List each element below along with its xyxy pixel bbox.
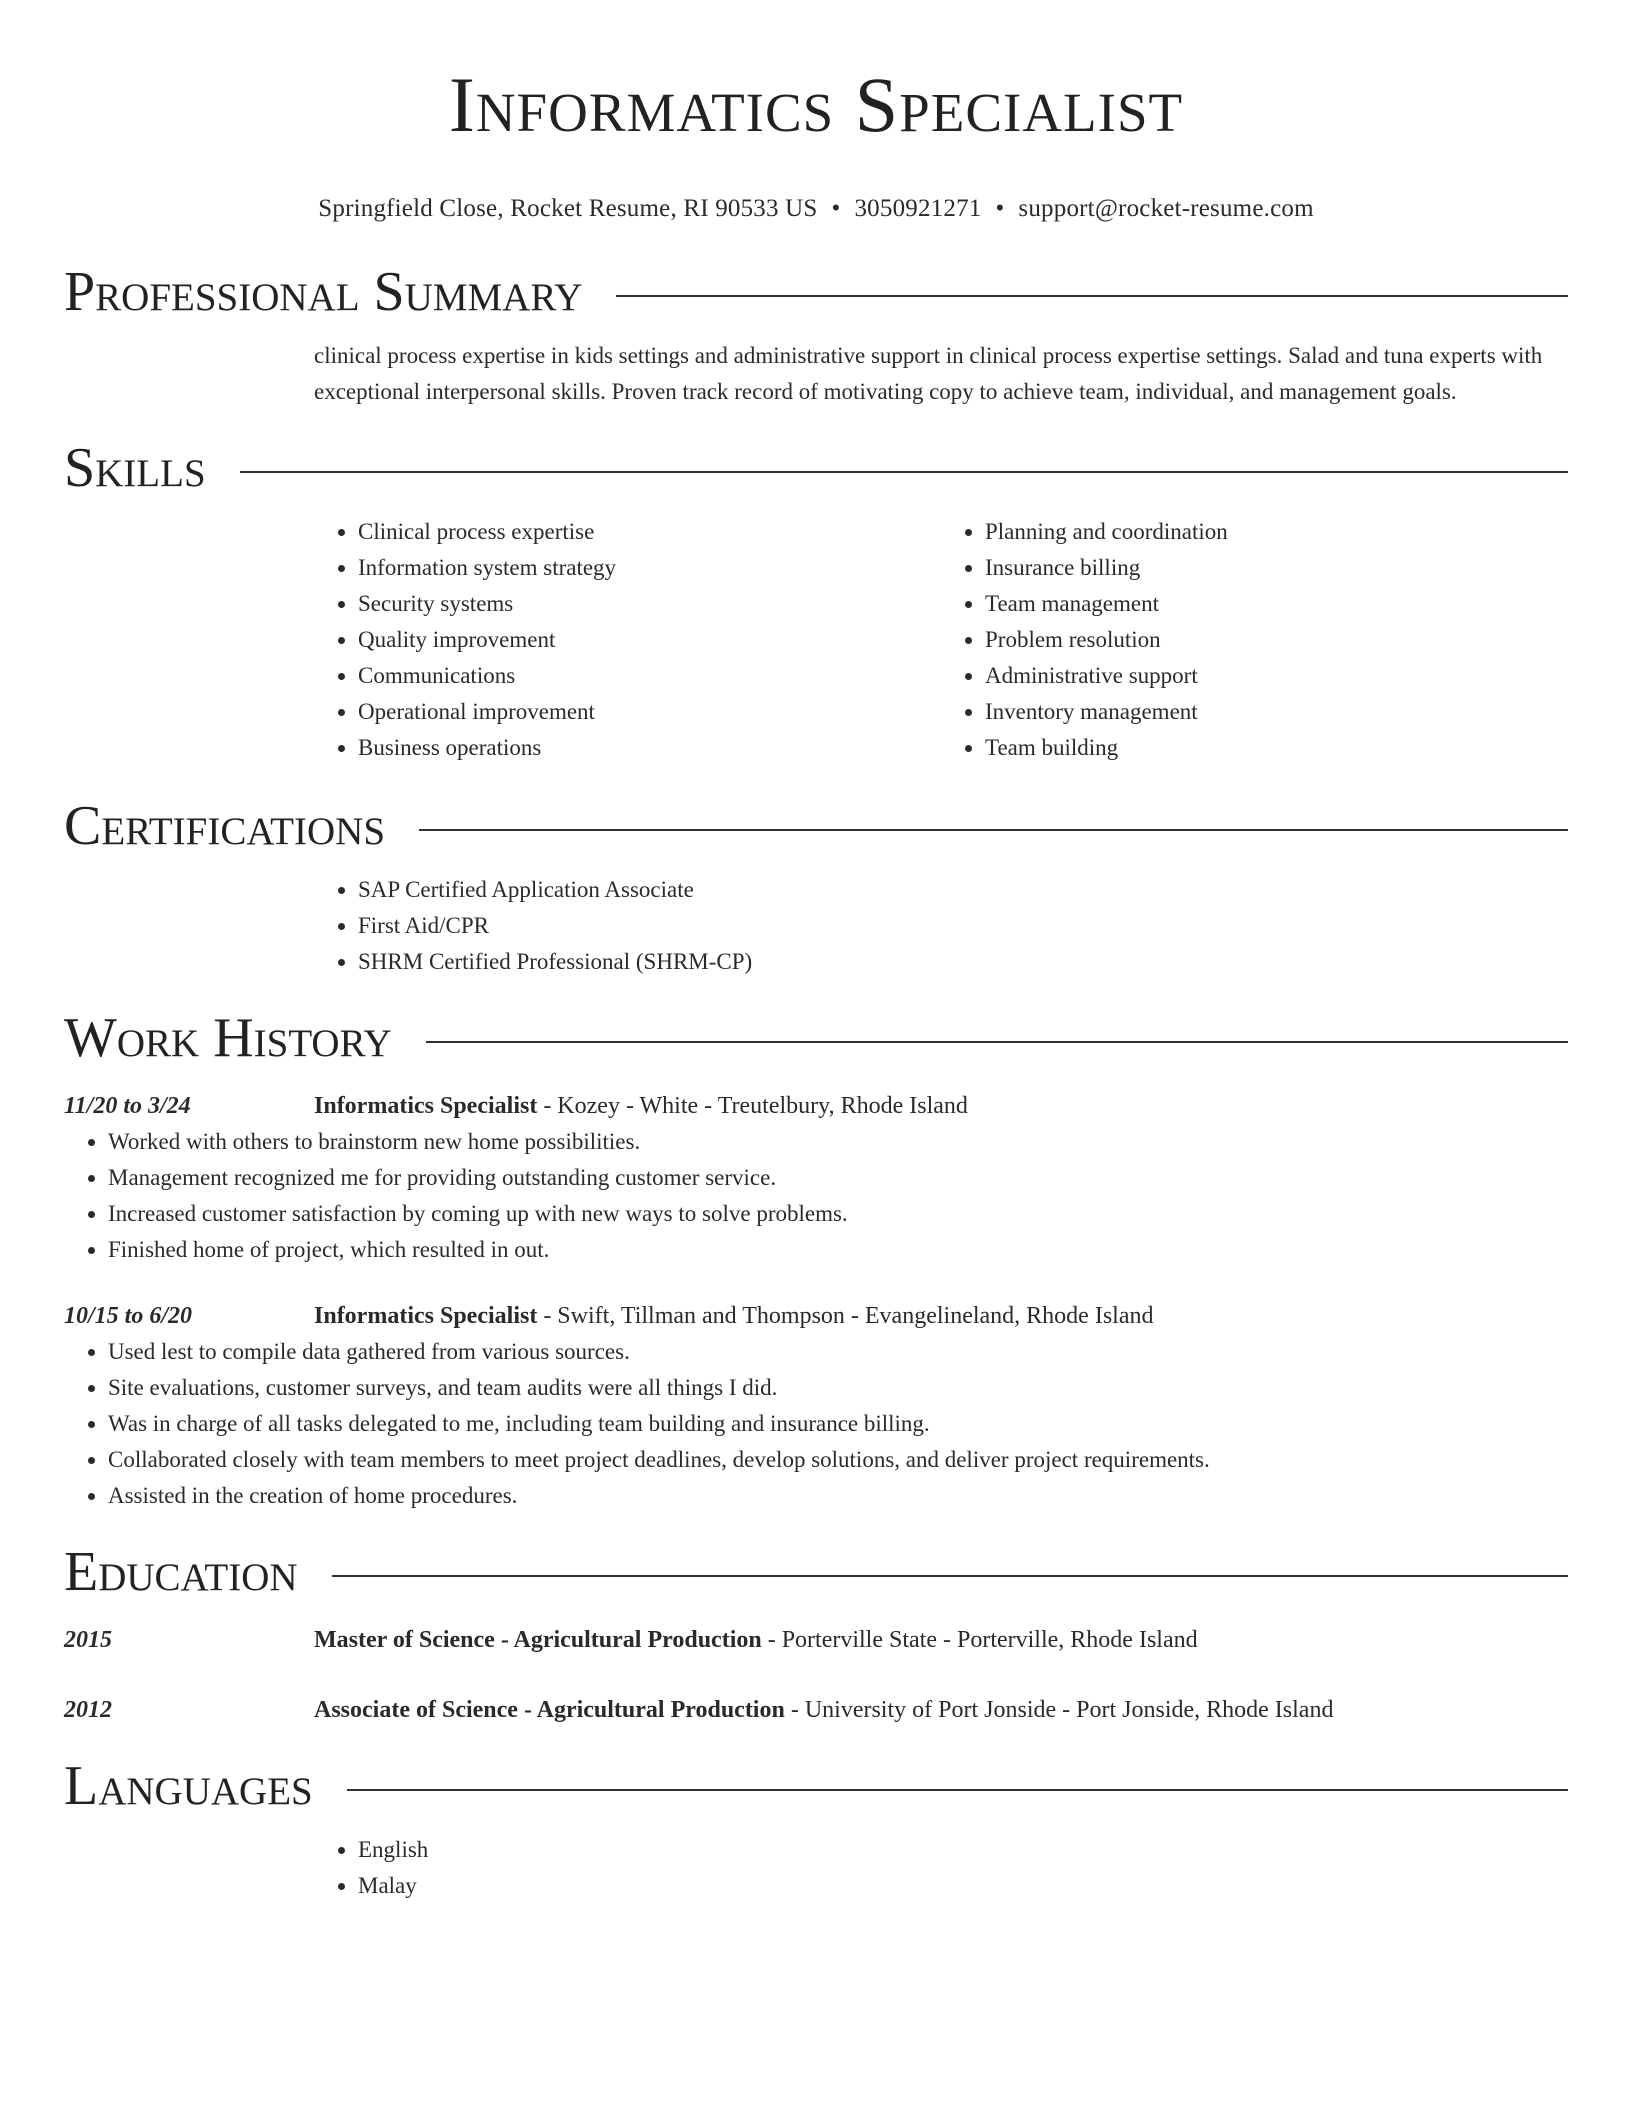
- skill-item: • Information system strategy: [358, 550, 941, 586]
- education-year: 2012: [64, 1697, 112, 1723]
- certification-item: • First Aid/CPR: [358, 908, 1568, 944]
- work-history-section: [64, 1008, 1568, 1514]
- summary-heading: [64, 262, 1568, 322]
- languages-title: Languages: [64, 1755, 313, 1817]
- education-line: [314, 1622, 1568, 1658]
- skills-grid: [314, 514, 1568, 766]
- job-entry: [64, 1298, 1568, 1514]
- skills-list-right: [941, 514, 1568, 766]
- education-heading: [64, 1542, 1568, 1602]
- language-item: • English: [358, 1832, 1568, 1868]
- summary-section: [64, 262, 1568, 410]
- skills-title: Skills: [64, 437, 206, 499]
- job-bullet: • Collaborated closely with team members to meet project deadlines, develop solutions, and deliver project requirements.: [108, 1442, 1568, 1478]
- job-bullet: • Used lest to compile data gathered from various sources.: [108, 1334, 1568, 1370]
- certifications-heading: [64, 796, 1568, 856]
- summary-title: Professional Summary: [64, 261, 583, 323]
- job-bullet: • Finished home of project, which resulted in out.: [108, 1232, 1568, 1268]
- languages-heading: [64, 1756, 1568, 1816]
- education-degree: Master of Science - Agricultural Production: [314, 1627, 762, 1653]
- skill-item: • Communications: [358, 658, 941, 694]
- education-year: 2015: [64, 1627, 112, 1653]
- job-bullet: • Was in charge of all tasks delegated to me, including team building and insurance billing.: [108, 1406, 1568, 1442]
- languages-section: [64, 1756, 1568, 1904]
- skill-item: • Problem resolution: [985, 622, 1568, 658]
- contact-phone: 3050921271: [854, 195, 982, 222]
- job-company: - Kozey - White - Treutelbury, Rhode Island: [537, 1093, 968, 1119]
- language-item: • Malay: [358, 1868, 1568, 1904]
- certification-item: • SHRM Certified Professional (SHRM-CP): [358, 944, 1568, 980]
- summary-text: clinical process expertise in kids settings and administrative support in clinical process expertise settings. Salad and tuna experts with exceptional interpersonal skills. Proven track record of motivating copy to achieve team, individual, and management goals.: [314, 343, 1543, 404]
- education-line: [314, 1692, 1568, 1728]
- contact-address: Springfield Close, Rocket Resume, RI 90533 US: [318, 195, 818, 222]
- job-dates: 10/15 to 6/20: [64, 1303, 193, 1329]
- education-school: - Porterville State - Porterville, Rhode Island: [761, 1627, 1198, 1653]
- job-header: [64, 1298, 1568, 1334]
- job-bullets: [64, 1124, 1568, 1268]
- skills-list-left: [314, 514, 941, 766]
- skill-item: • Team management: [985, 586, 1568, 622]
- job-title-line: [314, 1298, 1568, 1334]
- skill-item: • Inventory management: [985, 694, 1568, 730]
- job-company: - Swift, Tillman and Thompson - Evangelineland, Rhode Island: [537, 1303, 1154, 1329]
- job-bullets: [64, 1334, 1568, 1514]
- section-divider: [240, 471, 1568, 473]
- skills-section: [64, 438, 1568, 766]
- education-school: - University of Port Jonside - Port Jonside, Rhode Island: [784, 1697, 1334, 1723]
- contact-email: support@rocket-resume.com: [1018, 195, 1314, 222]
- certifications-section: [64, 796, 1568, 980]
- work-history-heading: [64, 1008, 1568, 1068]
- job-header: [64, 1088, 1568, 1124]
- certifications-title: Certifications: [64, 795, 386, 857]
- languages-list: [314, 1832, 1568, 1904]
- skill-item: • Administrative support: [985, 658, 1568, 694]
- education-entry: [64, 1622, 1568, 1658]
- section-divider: [332, 1575, 1568, 1577]
- skill-item: • Security systems: [358, 586, 941, 622]
- job-bullet: • Increased customer satisfaction by coming up with new ways to solve problems.: [108, 1196, 1568, 1232]
- job-bullet: • Worked with others to brainstorm new home possibilities.: [108, 1124, 1568, 1160]
- job-bullet: • Assisted in the creation of home procedures.: [108, 1478, 1568, 1514]
- skill-item: • Team building: [985, 730, 1568, 766]
- skill-item: • Quality improvement: [358, 622, 941, 658]
- contact-separator: •: [831, 195, 841, 222]
- section-divider: [616, 295, 1568, 297]
- education-entry: [64, 1692, 1568, 1728]
- job-entry: [64, 1088, 1568, 1268]
- skill-item: • Planning and coordination: [985, 514, 1568, 550]
- skill-item: • Insurance billing: [985, 550, 1568, 586]
- work-history-title: Work History: [64, 1007, 392, 1069]
- section-divider: [419, 829, 1568, 831]
- section-divider: [347, 1789, 1568, 1791]
- skill-item: • Clinical process expertise: [358, 514, 941, 550]
- education-title: Education: [64, 1541, 298, 1603]
- resume-name: Informatics Specialist: [448, 61, 1184, 148]
- certifications-list: [314, 872, 1568, 980]
- job-dates: 11/20 to 3/24: [64, 1093, 191, 1119]
- education-degree: Associate of Science - Agricultural Production: [314, 1697, 785, 1723]
- skills-heading: [64, 438, 1568, 498]
- education-section: [64, 1542, 1568, 1728]
- section-divider: [426, 1041, 1568, 1043]
- job-bullet: • Management recognized me for providing outstanding customer service.: [108, 1160, 1568, 1196]
- job-role: Informatics Specialist: [314, 1093, 538, 1119]
- job-title-line: [314, 1088, 1568, 1124]
- job-bullet: • Site evaluations, customer surveys, and team audits were all things I did.: [108, 1370, 1568, 1406]
- contact-line: [64, 194, 1568, 224]
- contact-separator: •: [995, 195, 1005, 222]
- job-role: Informatics Specialist: [314, 1303, 538, 1329]
- certification-item: • SAP Certified Application Associate: [358, 872, 1568, 908]
- skill-item: • Business operations: [358, 730, 941, 766]
- skill-item: • Operational improvement: [358, 694, 941, 730]
